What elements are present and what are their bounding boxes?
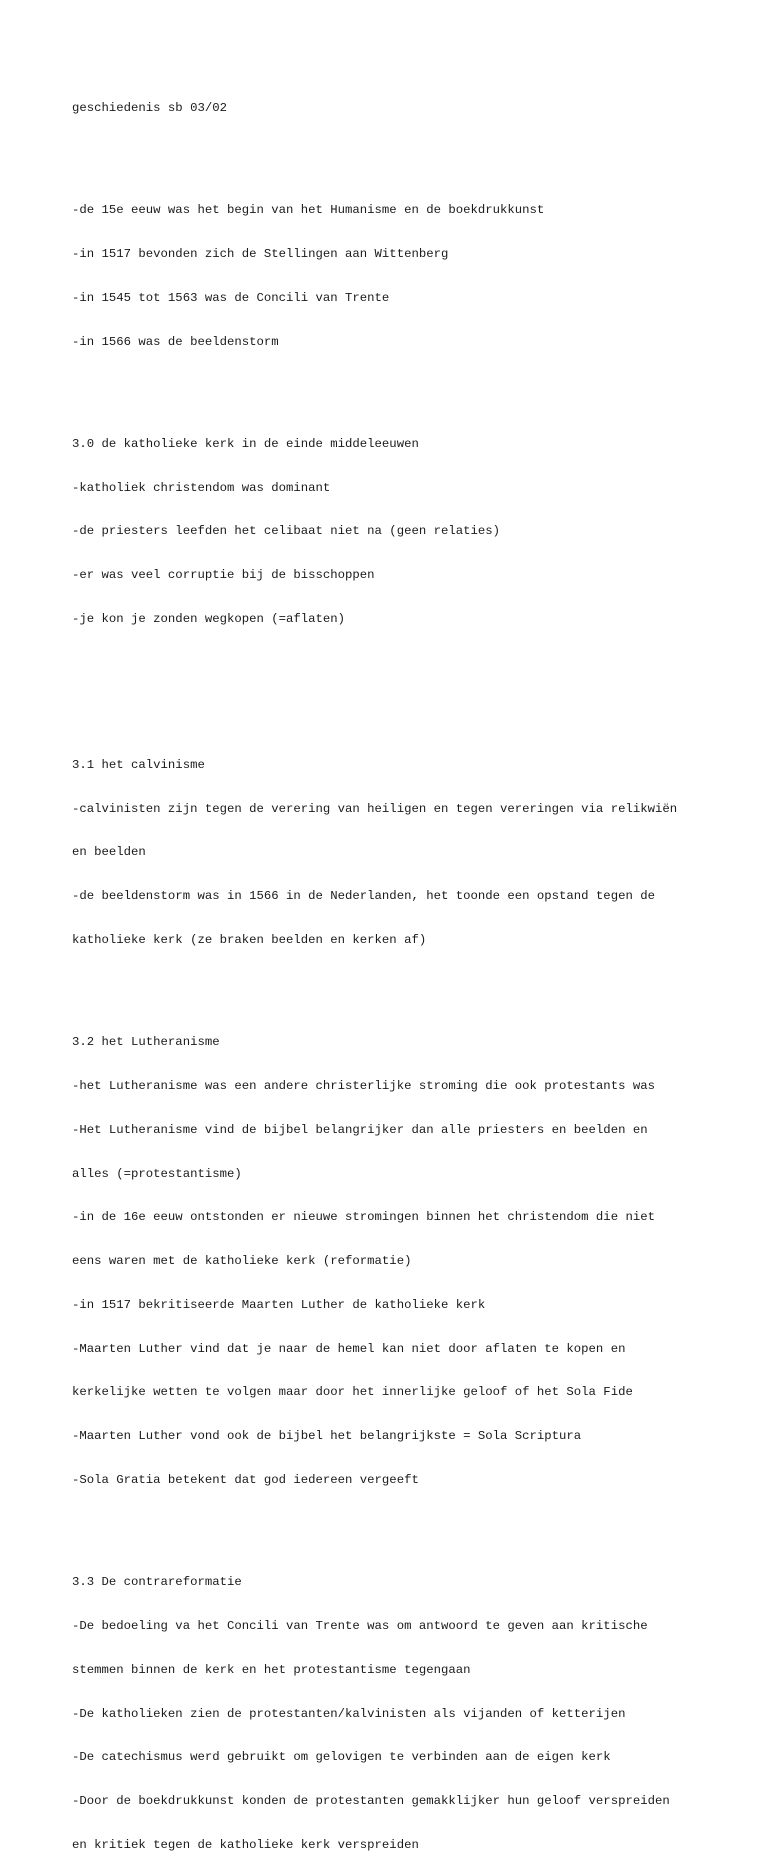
document-body <box>72 72 702 1867</box>
section-32-line: kerkelijke wetten te volgen maar door het innerlijke geloof of het Sola Fide <box>72 1385 633 1400</box>
intro-line: -in 1566 was de beeldenstorm <box>72 334 279 349</box>
section-31-line: -de beeldenstorm was in 1566 in de Nederlanden, het toonde een opstand tegen de <box>72 889 655 904</box>
section-32-line: eens waren met de katholieke kerk (reformatie) <box>72 1254 412 1269</box>
section-32-heading: 3.2 het Lutheranisme <box>72 1035 220 1050</box>
section-32-line: -in 1517 bekritiseerde Maarten Luther de katholieke kerk <box>72 1297 486 1312</box>
blank-line <box>72 145 702 160</box>
intro-line: -in 1545 tot 1563 was de Concili van Trente <box>72 290 390 305</box>
blank-line <box>72 656 702 671</box>
section-30-line: -katholiek christendom was dominant <box>72 480 331 495</box>
section-30-heading: 3.0 de katholieke kerk in de einde middeleeuwen <box>72 436 419 451</box>
section-30-line: -de priesters leefden het celibaat niet na (geen relaties) <box>72 524 501 539</box>
section-31-line: katholieke kerk (ze braken beelden en kerken af) <box>72 933 427 948</box>
section-33-heading: 3.3 De contrareformatie <box>72 1575 242 1590</box>
blank-line <box>72 977 702 992</box>
section-32-line: alles (=protestantisme) <box>72 1166 242 1181</box>
section-33-line: en kritiek tegen de katholieke kerk verspreiden <box>72 1837 419 1852</box>
section-32-line: -in de 16e eeuw ontstonden er nieuwe stromingen binnen het christendom die niet <box>72 1210 655 1225</box>
section-31-line: en beelden <box>72 845 146 860</box>
section-33-line: -De catechismus werd gebruikt om gelovigen te verbinden aan de eigen kerk <box>72 1750 611 1765</box>
section-33-line: -De katholieken zien de protestanten/kalvinisten als vijanden of ketterijen <box>72 1706 626 1721</box>
section-33-line: -Door de boekdrukkunst konden de protestanten gemakklijker hun geloof verspreiden <box>72 1794 670 1809</box>
section-31-heading: 3.1 het calvinisme <box>72 757 205 772</box>
blank-line <box>72 1517 702 1532</box>
section-32-line: -Maarten Luther vond ook de bijbel het belangrijkste = Sola Scriptura <box>72 1429 582 1444</box>
blank-line <box>72 378 702 393</box>
intro-line: -de 15e eeuw was het begin van het Humanisme en de boekdrukkunst <box>72 203 545 218</box>
section-32-line: -Het Lutheranisme vind de bijbel belangrijker dan alle priesters en beelden en <box>72 1122 648 1137</box>
section-32-line: -Maarten Luther vind dat je naar de hemel kan niet door aflaten te kopen en <box>72 1341 626 1356</box>
section-33-line: stemmen binnen de kerk en het protestantisme tegengaan <box>72 1662 471 1677</box>
section-33-line: -De bedoeling va het Concili van Trente was om antwoord te geven aan kritische <box>72 1618 648 1633</box>
intro-line: -in 1517 bevonden zich de Stellingen aan Wittenberg <box>72 247 449 262</box>
blank-line <box>72 700 702 715</box>
section-30-line: -er was veel corruptie bij de bisschoppen <box>72 568 375 583</box>
document-title: geschiedenis sb 03/02 <box>72 101 227 116</box>
section-32-line: -het Lutheranisme was een andere christerlijke stroming die ook protestants was <box>72 1078 655 1093</box>
section-32-line: -Sola Gratia betekent dat god iedereen vergeeft <box>72 1473 419 1487</box>
section-30-line: -je kon je zonden wegkopen (=aflaten) <box>72 611 346 626</box>
section-31-line: -calvinisten zijn tegen de verering van heiligen en tegen vereringen via relikwiën <box>72 801 678 816</box>
